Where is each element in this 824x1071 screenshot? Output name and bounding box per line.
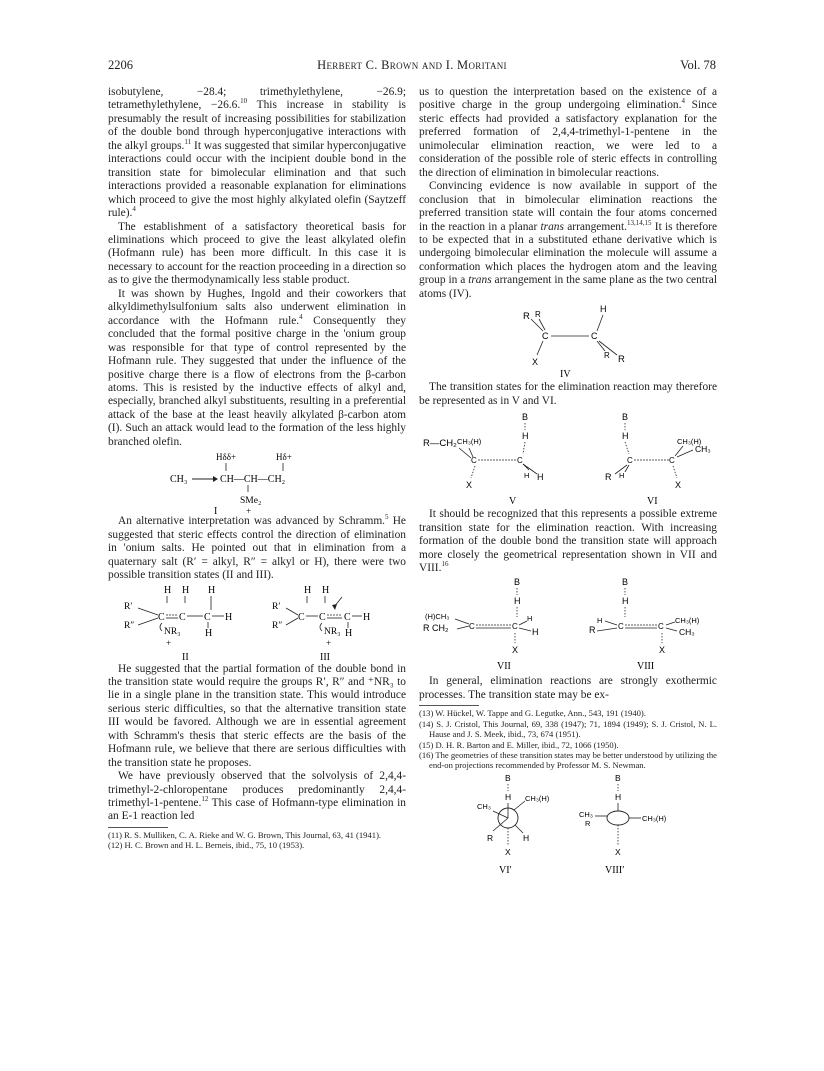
structure-label: R bbox=[604, 351, 610, 361]
structure-label: H bbox=[514, 596, 521, 607]
structure-label: B bbox=[622, 412, 629, 423]
structure-label: X bbox=[466, 480, 473, 491]
footnote: (13) W. Hückel, W. Tappe and G. Legutke, Ann., 543, 191 (1940). bbox=[419, 708, 646, 719]
structure-label: CH₃ bbox=[695, 444, 711, 455]
structure-label: CH₃ bbox=[477, 801, 491, 811]
structure-label: H bbox=[527, 614, 533, 624]
structure-label: X bbox=[512, 645, 519, 656]
structure-IV bbox=[419, 301, 717, 381]
structure-label: C bbox=[469, 622, 475, 632]
structure-label: CH₃(H) bbox=[675, 616, 700, 626]
structure-label: + bbox=[326, 637, 332, 648]
structure-label: C bbox=[591, 331, 598, 342]
paragraph: We have previously observed that the solvolysis of 2,4,4-trimethyl-2-chloropentane produces predominantly 2,4,4-trimethyl-1-pentene.$^{12}$ This case of Hofmann-type elimination in an E-1 reaction led bbox=[108, 770, 406, 823]
structure-label: C bbox=[658, 622, 664, 632]
footnote-rule bbox=[108, 827, 168, 828]
footnote: (12) H. C. Brown and H. L. Berneis, ibid., 75, 10 (1953). bbox=[108, 840, 305, 851]
structure-label: H bbox=[205, 627, 213, 639]
structure-label: C bbox=[627, 456, 633, 466]
newman-projections bbox=[419, 771, 717, 883]
structure-label: + bbox=[246, 506, 252, 516]
structure-number: VI bbox=[647, 496, 658, 508]
structure-label: C bbox=[204, 611, 211, 623]
page-number: 2206 bbox=[108, 58, 133, 72]
structure-label: C bbox=[669, 456, 675, 466]
structure-label: R bbox=[535, 310, 541, 320]
structure-number: II bbox=[182, 651, 189, 663]
structure-label: X bbox=[615, 846, 621, 857]
structure-label: H bbox=[345, 627, 353, 639]
structure-label: R bbox=[523, 311, 530, 323]
structure-label: R—CH₂ bbox=[423, 438, 457, 450]
structure-label: H bbox=[619, 471, 625, 481]
structure-label: X bbox=[659, 645, 666, 656]
footnote-rule bbox=[419, 705, 479, 706]
structure-number: VI′ bbox=[499, 864, 512, 876]
structure-label: H bbox=[537, 472, 544, 483]
structure-label: H bbox=[363, 611, 371, 623]
structure-label: CH₃(H) bbox=[677, 437, 702, 447]
structures-V-VI bbox=[419, 408, 717, 508]
structure-number: I bbox=[214, 506, 218, 516]
structure-label: H bbox=[182, 584, 190, 596]
structure-label: C bbox=[298, 611, 305, 623]
structure-label: NR₃ bbox=[164, 626, 181, 637]
structure-label: C bbox=[542, 331, 549, 342]
structure-label: H bbox=[600, 304, 607, 315]
structure-label: B bbox=[505, 772, 511, 783]
structure-label: R′ bbox=[272, 601, 281, 612]
structure-label: B bbox=[615, 772, 621, 783]
structure-label: R bbox=[585, 818, 591, 828]
structure-label: CH₃ bbox=[679, 627, 695, 638]
structure-label: + bbox=[166, 637, 172, 648]
structure-label: C bbox=[618, 622, 624, 632]
structure-number: IV bbox=[560, 369, 571, 381]
structure-number: V bbox=[509, 496, 517, 508]
running-header bbox=[108, 58, 716, 74]
structure-label: H bbox=[523, 832, 530, 843]
structure-label: B bbox=[622, 577, 629, 588]
structure-label: CH₃(H) bbox=[457, 437, 482, 447]
structure-label: CH₃(H) bbox=[642, 813, 667, 823]
structure-label: H bbox=[524, 471, 530, 481]
structure-label: H bbox=[522, 431, 529, 442]
running-authors: Herbert C. Brown and I. Moritani bbox=[317, 58, 507, 72]
structure-label: Hδ+ bbox=[276, 452, 292, 463]
structure-label: C bbox=[319, 611, 326, 623]
paragraph: In general, elimination reactions are strongly exothermic processes. The transition state may be ex- bbox=[419, 675, 717, 701]
paragraph: It was shown by Hughes, Ingold and their coworkers that alkyldimethylsulfonium salts also underwent elimination in accordance with the Hofmann rule.$^4$ Consequently they concluded that the formal positive charge in the 'onium group was responsible for that type of control represented by the Hofmann rule. They suggested that under the influence of the positive charge there is a flow of electrons from the β-carbon atoms. This is resisted by the inductive effects of alkyl and, especially, branched alkyl substituents, resulting in a preferential attack of the base at the least heavily alkylated β-carbon atom (I). Such an attack would lead to the formation of the less highly branched olefin. bbox=[108, 287, 406, 448]
paragraph: It should be recognized that this represents a possible extreme transition state for the elimination reaction. With increasing formation of the double bond the transition state will approach more closely the geometrical representation shown in VII and VIII.$^{16}$ bbox=[419, 508, 717, 574]
structure-label: R′ bbox=[124, 601, 133, 612]
structures-VII-VIII bbox=[419, 575, 717, 675]
structures-II-III bbox=[108, 583, 406, 663]
structure-label: H bbox=[615, 791, 622, 802]
structure-label: H bbox=[505, 791, 512, 802]
structure-label: X bbox=[675, 480, 682, 491]
structure-label: C bbox=[512, 622, 518, 632]
structure-label: H bbox=[208, 584, 216, 596]
structure-label: H bbox=[622, 431, 629, 442]
structure-label: C bbox=[517, 456, 523, 466]
structure-label: C bbox=[179, 611, 186, 623]
structure-label: C bbox=[471, 456, 477, 466]
structure-number: VIII′ bbox=[605, 864, 625, 876]
footnote: (16) The geometries of these transition states may be better understood by utilizing the end-on projections recommended by Professor M. S. Newman. bbox=[419, 749, 717, 771]
paragraph: us to question the interpretation based on the existence of a positive charge in the group undergoing elimination.$^4$ Since steric effects had provided a satisfactory explanation for the preferred formation of 2,4,4-trimethyl-1-pentene in the unimolecular elimination reaction, we were led to a consideration of the possible role of steric effects in controlling the direction of elimination in bimolecular reactions. bbox=[419, 86, 717, 179]
footnote: (11) R. S. Mulliken, C. A. Rieke and W. G. Brown, This Journal, 63, 41 (1941). bbox=[108, 829, 382, 840]
paragraph: The transition states for the elimination reaction may therefore be represented as in V and VI. bbox=[419, 381, 717, 407]
footnote: (15) D. H. R. Barton and E. Miller, ibid., 72, 1066 (1950). bbox=[419, 739, 619, 750]
structure-label: X bbox=[532, 357, 539, 368]
structure-label: R″ bbox=[124, 620, 135, 631]
structure-number: VIII bbox=[637, 661, 655, 673]
structure-label: R bbox=[487, 832, 494, 843]
structure-label: CH₃ bbox=[579, 809, 593, 819]
structure-label: Hδδ+ bbox=[216, 452, 237, 463]
paragraph: An alternative interpretation was advanced by Schramm.$^5$ He suggested that steric effects control the direction of elimination in 'onium salts. He pointed out that in elimination from a quaternary salt (R′ = alkyl, R″ = alkyl or H), there were two possible transition states (II and III). bbox=[108, 513, 406, 582]
structure-label: R bbox=[618, 354, 625, 366]
structure-label: SMe₂ bbox=[240, 496, 262, 507]
structure-label: (H)CH₃ bbox=[425, 612, 450, 622]
structure-label: H bbox=[225, 611, 233, 623]
structure-number: VII bbox=[497, 661, 511, 673]
volume-number: Vol. 78 bbox=[680, 58, 716, 72]
structure-label: H bbox=[164, 584, 172, 596]
structure-label: C bbox=[344, 611, 351, 623]
structure-number: III bbox=[320, 651, 330, 663]
paragraph: The establishment of a satisfactory theoretical basis for eliminations which proceed to give the least alkylated olefin (Hofmann rule) has been more difficult. In this case it is necessary to account for the reaction proceeding in a direction so as to give the thermodynamically less stable product. bbox=[108, 220, 406, 287]
structure-label: R CH₂ bbox=[423, 623, 449, 634]
structure-label: CH₃(H) bbox=[525, 793, 550, 803]
structure-label: H bbox=[304, 584, 312, 596]
footnote: (14) S. J. Cristol, This Journal, 69, 338 (1947); 71, 1894 (1949); S. J. Cristol, N. L. Hause and J. S. Meek, ibid., 73, 674 (1951). bbox=[419, 718, 717, 740]
structure-I bbox=[108, 449, 406, 515]
structure-label: X bbox=[505, 846, 511, 857]
structure-label: R bbox=[605, 472, 612, 483]
right-column bbox=[419, 86, 717, 883]
left-column bbox=[108, 86, 406, 851]
paragraph: isobutylene, −28.4; trimethylethylene, −26.9; tetramethylethylene, −26.6.10 This increase in stability is presumably the result of increasing possibilities for stabilization of the double bond through hyperconjugative interactions with the alkyl groups.$^{11}$ It was suggested that similar hyperconjugative interactions could occur with the incipient double bond in the transition state for bimolecular elimination and that such interactions provided a reasonable explanation for eliminations which proceed to give the most highly alkylated olefin (Saytzeff rule).$^4$ bbox=[108, 86, 406, 220]
structure-label: H bbox=[622, 596, 629, 607]
structure-label: CH₃ bbox=[170, 474, 188, 486]
structure-label: H bbox=[532, 627, 539, 638]
structure-label: B bbox=[522, 412, 529, 423]
structure-label: B bbox=[514, 577, 521, 588]
paragraph: He suggested that the partial formation of the double bond in the transition state would require the groups R′, R″ and ⁺NR₃ to lie in a single plane in the transition state. This would introduce serious steric difficulties, so that the alternative transition state III would be favored. Although we are in essential agreement with Schramm's thesis that steric effects are the basis of the Hofmann rule, we believe that there are serious difficulties with the transition state he proposes. bbox=[108, 662, 406, 769]
paragraph: Convincing evidence is now available in support of the conclusion that in bimolecular elimination reactions the preferred transition state will contain the four atoms concerned in the reaction in a planar trans arrangement.$^{13,14,15}$ It is therefore to be expected that in a substituted ethane derivative which is undergoing bimolecular elimination the molecule will assume a conformation which places the hydrogen atom and the leaving group in a trans arrangement in the same plane as the two central atoms (IV). bbox=[419, 180, 717, 300]
structure-label: C bbox=[158, 611, 165, 623]
structure-label: R bbox=[589, 625, 596, 636]
structure-label: NR₃ bbox=[324, 626, 341, 637]
structure-label: H bbox=[597, 616, 603, 626]
structure-label: H bbox=[322, 584, 330, 596]
structure-label: R″ bbox=[272, 620, 283, 631]
structure-label: CH—CH—CH₂ bbox=[220, 474, 286, 486]
